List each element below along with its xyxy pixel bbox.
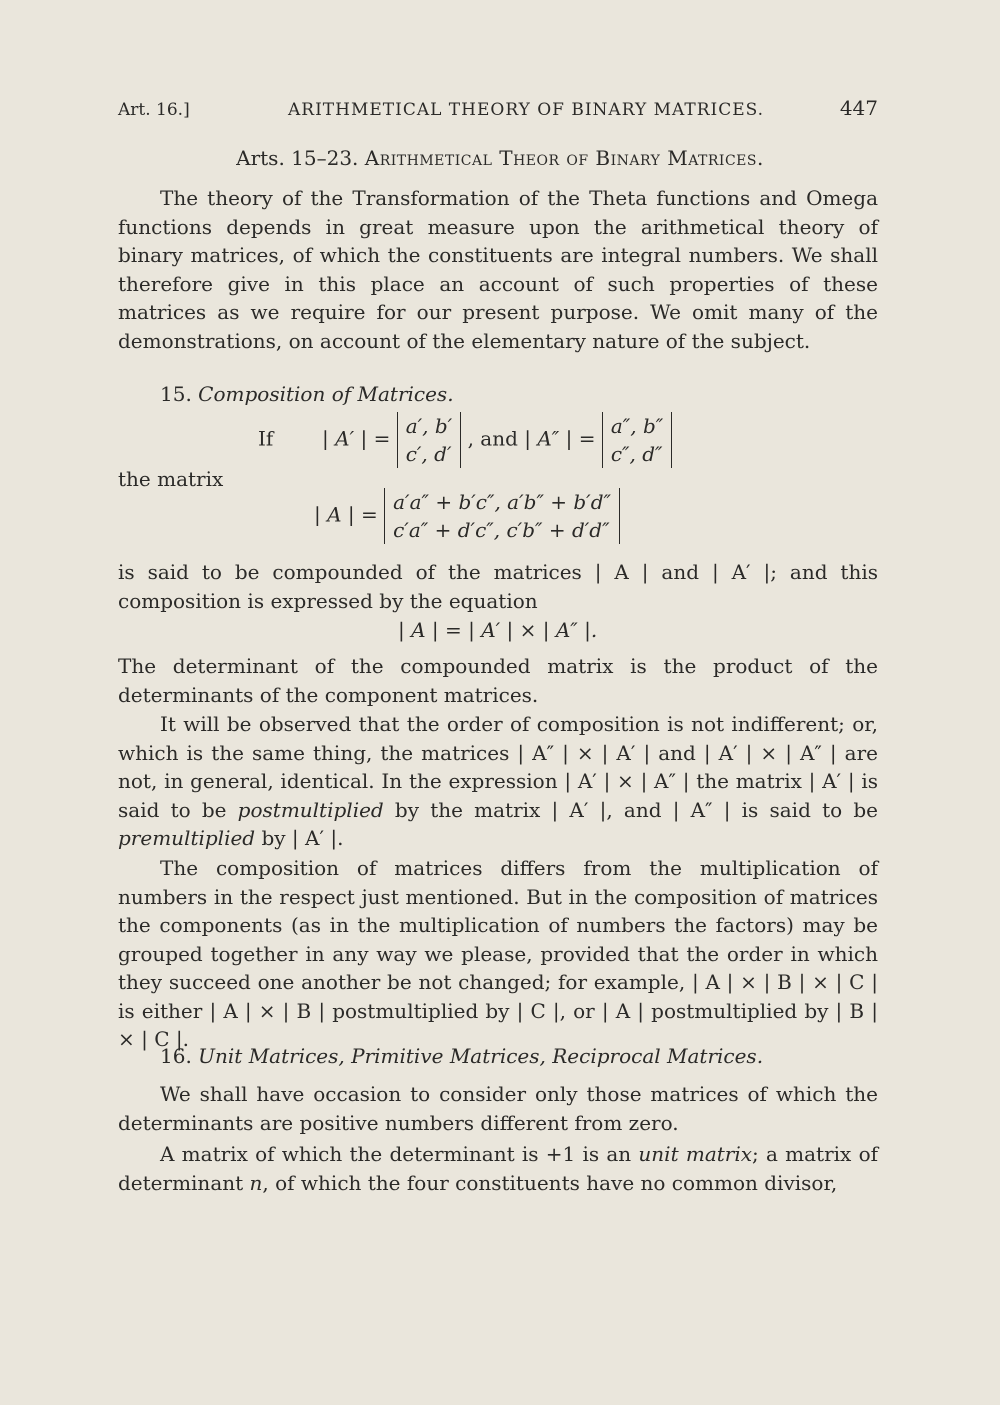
matrix-a2-row1: a″, b″: [610, 414, 664, 438]
header-title: ARITHMETICAL THEORY OF BINARY MATRICES.: [288, 100, 765, 120]
section-15-title: [160, 382, 454, 406]
section-16-name: Unit Matrices, Primitive Matrices, Reciprocal Matrices.: [198, 1044, 764, 1068]
section-16-title: [160, 1044, 763, 1068]
section-16-paragraph-2: [118, 1140, 878, 1197]
matrix-a2-row2: c″, d″: [610, 442, 663, 466]
composition-equation: | A | = | A′ | × | A″ |.: [398, 618, 598, 642]
intro-paragraph: The theory of the Transformation of the Theta functions and Omega functions depends in great measure upon the arithmetical theory of binary matrices, of which the constituents are integral numbers. We shall therefore give in this place an account of such properties of these matrices as we require for our present purpose. We omit many of the demonstrations, on account of the elementary nature of the subject.: [118, 186, 878, 353]
page-number: 447: [839, 96, 878, 120]
compound-matrix: [314, 488, 620, 544]
matrix-a-row1: a′a″ + b′c″, a′b″ + b′d″: [393, 490, 611, 514]
matrix-a1: [397, 412, 462, 468]
section-15-name: Composition of Matrices.: [198, 382, 454, 406]
postmultiplied-term: postmultiplied: [237, 797, 384, 822]
order-text-2: by the matrix | A′ |, and | A″ | is said to be: [383, 797, 878, 822]
order-text-3: by | A′ |.: [255, 826, 344, 850]
compounded-paragraph: is said to be compounded of the matrices | A | and | A′ |; and this composition is expressed by the equation: [118, 560, 878, 613]
section-15-number: 15.: [160, 382, 192, 406]
matrix-a1-lhs: | A′ | =: [322, 426, 391, 451]
heading-title: Arithmetical Theor of Binary Matrices.: [364, 146, 764, 170]
matrix-definitions: [258, 412, 672, 468]
matrix-a1-row2: c′, d′: [405, 442, 452, 466]
section-16-number: 16.: [160, 1044, 192, 1068]
chapter-heading: [0, 146, 1000, 170]
matrix-a1-row1: a′, b′: [405, 414, 453, 438]
if-label: If: [258, 426, 274, 451]
matrix-a: [384, 488, 620, 544]
order-text-1: It will be observed that the order of composition is not indifferent; or, which is the same thing, the matrices | A″ | × | A′ | and | A′ | × | A″ | are not, in general, identical. In the expression | A′ | × | A″ | the matrix | A′ | is said to be: [118, 712, 878, 822]
matrix-a2: [602, 412, 672, 468]
heading-prefix: Arts. 15–23.: [236, 146, 359, 170]
order-paragraph: [118, 710, 878, 853]
unit-text-b: ; a matrix of determinant: [118, 1142, 879, 1195]
determinant-paragraph: The determinant of the compounded matrix is the product of the determinants of the component matrices.: [118, 654, 878, 707]
and-label: , and: [467, 426, 518, 451]
composition-paragraph: The composition of matrices differs from the multiplication of numbers in the respect just mentioned. But in the composition of matrices the components (as in the multiplication of numbers the factors) may be grouped together in any way we please, provided that the order in which they succeed one another be not changed; for example, | A | × | B | × | C | is either | A | × | B | postmultiplied by | C |, or | A | postmultiplied by | B | × | C |.: [118, 856, 878, 1051]
unit-text-a: A matrix of which the determinant is +1 is an: [160, 1142, 639, 1166]
premultiplied-term: premultiplied: [118, 826, 256, 850]
the-matrix-label: the matrix: [118, 467, 224, 491]
section-16-paragraph-1: We shall have occasion to consider only those matrices of which the determinants are positive numbers different from zero.: [118, 1082, 878, 1135]
matrix-a-lhs: | A | =: [314, 502, 378, 527]
matrix-a-row2: c′a″ + d′c″, c′b″ + d′d″: [393, 518, 610, 542]
unit-matrix-term: unit matrix: [638, 1142, 753, 1166]
unit-text-c: , of which the four constituents have no common divisor,: [262, 1170, 838, 1195]
running-header: [118, 96, 878, 126]
matrix-a2-lhs: | A″ | =: [524, 426, 596, 451]
header-article-ref: Art. 16.]: [118, 100, 190, 120]
determinant-n: n: [249, 1170, 263, 1195]
